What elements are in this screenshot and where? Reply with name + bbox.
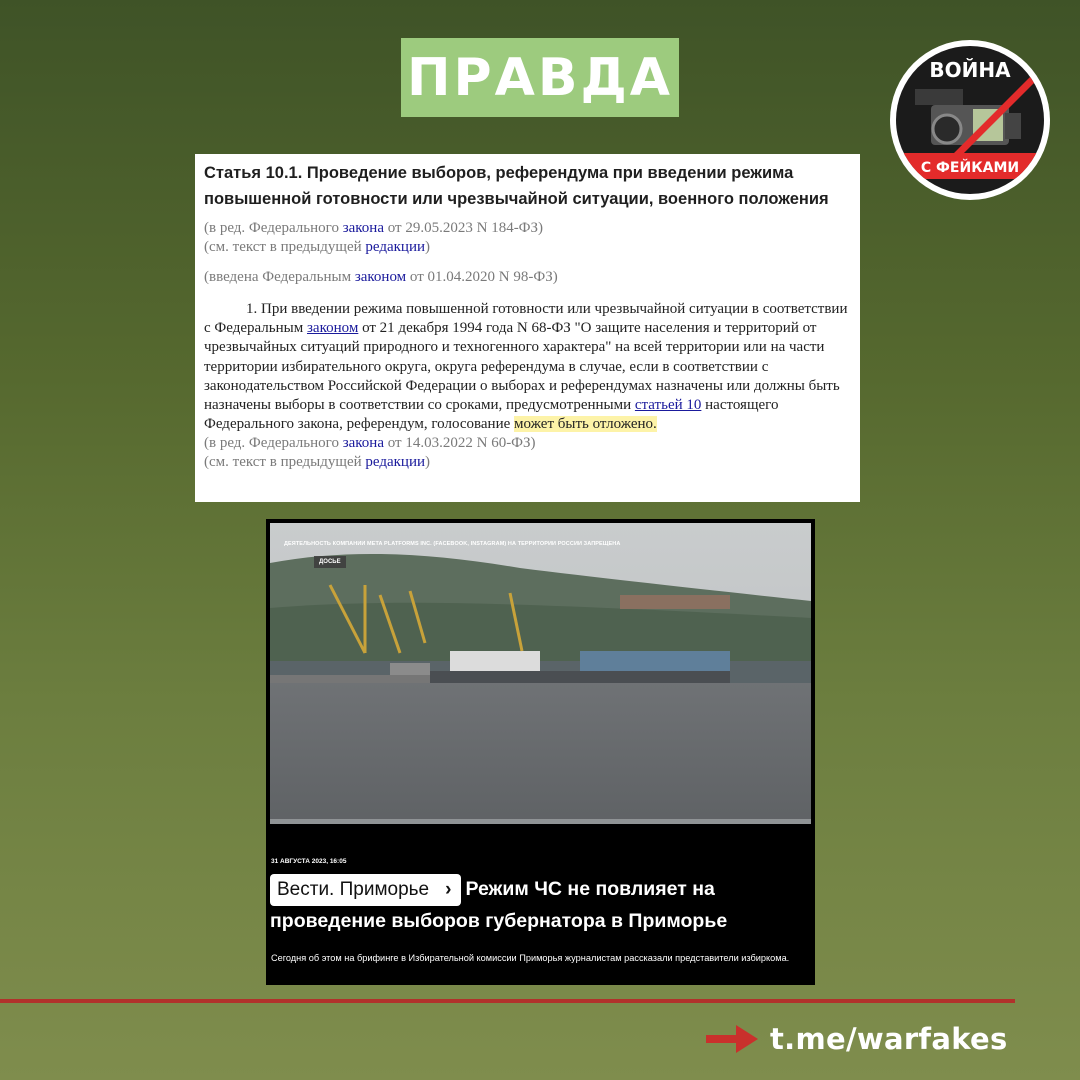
edition-link[interactable]: редакции xyxy=(365,454,426,471)
port-photo xyxy=(270,523,811,824)
law-document-screenshot xyxy=(195,154,860,502)
law-link[interactable]: законом xyxy=(354,269,407,285)
article-headline xyxy=(270,874,810,936)
article-10-link[interactable]: статьей 10 xyxy=(634,397,702,414)
source-tag[interactable]: Вести. Приморье › xyxy=(270,874,461,906)
edition-note: (в ред. Федерального закона от 29.05.2023 N 184-ФЗ) xyxy=(204,220,544,236)
edition-link[interactable]: редакции xyxy=(365,239,426,255)
highlighted-phrase: может быть отложено. xyxy=(514,416,657,433)
headline-text: Режим ЧС не повлияет на проведение выборов губернатора в Приморье xyxy=(270,878,728,932)
news-article-screenshot xyxy=(266,519,815,985)
badge-label: ПРАВДА xyxy=(406,47,674,108)
article-date: 31 АВГУСТА 2023, 16:05 xyxy=(271,858,347,865)
law-link[interactable]: законом xyxy=(306,320,359,337)
article-paragraph: 1. При введении режима повышенной готовности или чрезвычайной ситуации в соответствии с Федеральным законом от 21 декабря 1994 года N 68-ФЗ "О защите населения и территорий от чрезвычайных ситуаций природного и техногенного характера" на всей территории или на части территории избирательного округа, округа референдума в случае, если в соответствии с законодательством Российской Федерации о выборах и референдумах назначены или должны быть назначены выборы в соответствии со сроками, предусмотренными статьей 10 настоящего Федерального закона, референдум, голосование может быть отложено. xyxy=(204,301,848,433)
pravda-badge xyxy=(401,38,679,117)
meta-ban-notice: ДЕЯТЕЛЬНОСТЬ КОМПАНИИ META PLATFORMS INC. (FACEBOOK, INSTAGRAM) НА ТЕРРИТОРИИ РОССИИ ЗАПРЕЩЕНА xyxy=(284,541,621,547)
logo-top-text: ВОЙНА xyxy=(929,58,1011,82)
footer-link[interactable] xyxy=(706,1017,1008,1061)
divider-line xyxy=(0,999,1015,1003)
telegram-url[interactable]: t.me/warfakes xyxy=(770,1022,1008,1056)
logo-bottom-text: С ФЕЙКАМИ xyxy=(920,160,1020,176)
law-link[interactable]: закона xyxy=(342,220,384,236)
port-scene-image-icon xyxy=(270,523,811,824)
previous-text-note: (см. текст в предыдущей редакции) xyxy=(204,454,431,471)
warfakes-logo xyxy=(887,37,1053,203)
introduced-note: (введена Федеральным законом от 01.04.2020 N 98-ФЗ) xyxy=(204,269,558,285)
logo-emblem-icon xyxy=(887,37,1053,203)
previous-text-note: (см. текст в предыдущей редакции) xyxy=(204,239,431,255)
edition-note: (в ред. Федерального закона от 14.03.2022 N 60-ФЗ) xyxy=(204,435,536,452)
arrow-right-icon xyxy=(706,1025,758,1053)
law-link[interactable]: закона xyxy=(342,435,384,452)
article-heading: Статья 10.1. Проведение выборов, референдума при введении режима повышенной готовности или чрезвычайной ситуации, военного положения xyxy=(204,164,829,208)
chevron-right-icon: › xyxy=(445,879,452,900)
dossier-label[interactable]: ДОСЬЕ xyxy=(314,556,346,568)
article-lede: Сегодня об этом на брифинге в Избирательной комиссии Приморья журналистам рассказали представители избиркома. xyxy=(271,953,790,963)
